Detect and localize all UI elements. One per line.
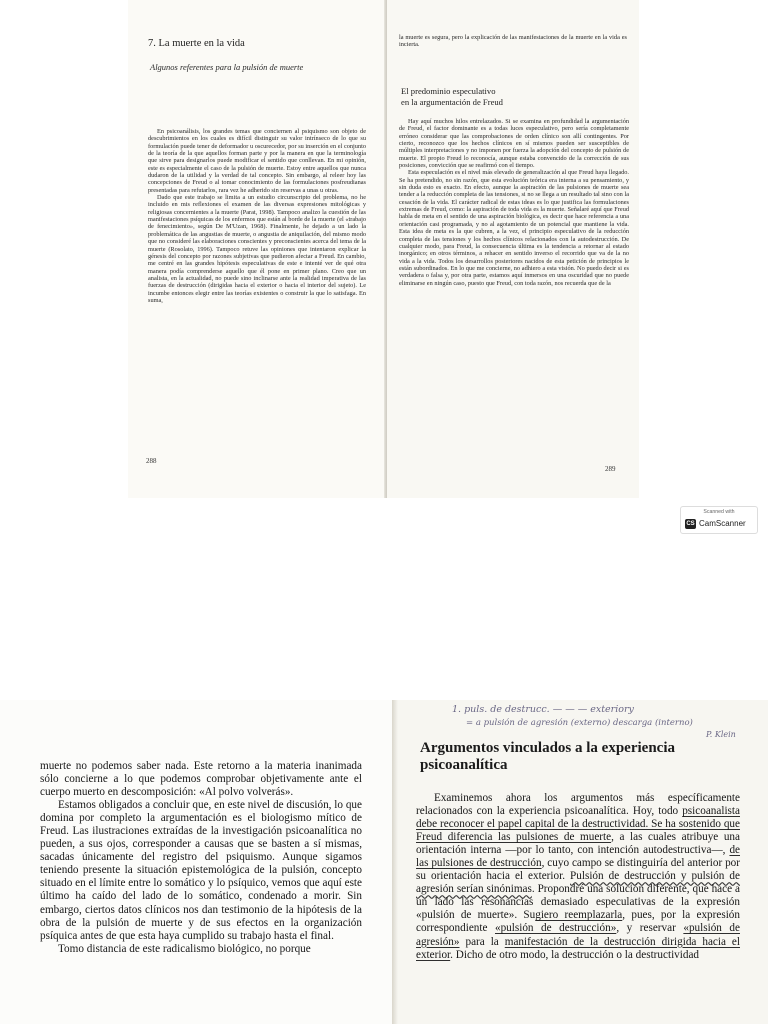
left-page [128, 0, 386, 498]
underlined-text: Pulsión de destrucción y pulsión de agresión serían sinónimas [416, 870, 740, 896]
photo-right-body [416, 792, 740, 1024]
photographed-pages [0, 700, 768, 1024]
continued-text: la muerte es segura, pero la explicación de las manifestaciones de la muerte en la vida es incierta. [399, 34, 627, 49]
scanned-book-spread [0, 0, 768, 498]
handwritten-margin-note: P. Klein [706, 730, 736, 739]
handwritten-note: = a pulsión de agresión (externo) descarga (interno) [466, 718, 693, 728]
text-segment: para la [459, 935, 505, 948]
text-segment: , cuyo campo se distinguiría del anterior por su orientación hacia el exterior. [416, 857, 740, 883]
camscanner-logo-icon: CS [686, 521, 695, 527]
left-page-body [148, 128, 366, 454]
underlined-text: giero reemplazarla [535, 909, 623, 922]
section-heading-line: Argumentos vinculados a la experiencia [420, 740, 675, 756]
paragraph: muerte no podemos saber nada. Este retorno a la materia inanimada sólo concierne a lo que podemos comprobar objetivamente ante el cuerpo muerto en descomposición: «Al polvo volverás». [40, 760, 362, 799]
paragraph: Esta especulación es el nivel más elevado de generalización al que Freud haya llegado. Se ha pretendido, no sin razón, que esta evolución teórica era interna a su pensamiento, y sin duda esto es exacto. En efecto, aunque la aspiración de las pulsiones de muerte sea tender a la reducción completa de las tensiones, si no se llega a un resultado tal sino con la cesación de la vida. El carácter radical de estas ideas es lo que justifica las formulaciones extremas de Freud, como: la aspiración de toda vida es la muerte. Señalaré aquí que Freud habla de meta en el sentido de una aspiración biológica, es decir que hace referencia a una orientación casi programada, y no al agotamiento de un potencial que mantiene la vida. Esta idea de meta es la que cubren, a la vez, el principio especulativo de la reducción completa de las tensiones y los hechos clínicos relacionados con la autodestrucción. De cualquier modo, para Freud, la consecuencia última es la tendencia a retornar al estado inorgánico; en otros términos, a rehacer en sentido inverso el recorrido que va de la no vida a la vida. Todos los desarrollos posteriores nacidos de esta petición de principios le están subordinados. En lo que me concierne, no adhiero a esta visión. No puedo decir si es verdadera o falsa y, por otra parte, estamos aquí inmersos en una oscuridad que no puede eliminarse en ningún caso, puesto que Freud, con toda razón, nos recuerda que de la [399, 169, 629, 287]
section-heading [420, 740, 675, 774]
text-segment: , a las cuales atribuye una orientación interna —por lo tanto, con intención autodestructiva—, [416, 831, 740, 857]
underlined-text: manifestación de la destrucción dirigida hacia el exterior [416, 935, 740, 961]
chapter-subtitle: Algunos referentes para la pulsión de muerte [150, 62, 304, 72]
section-heading-line: en la argumentación de Freud [401, 97, 503, 107]
photo-left-page [0, 700, 392, 1024]
underlined-text: «pulsión de agresión» [416, 922, 740, 948]
paragraph [416, 792, 740, 962]
page-number: 289 [605, 465, 616, 473]
text-segment: . Propondré una solución diferente, que hace a un lado las resonancias demasiado especulativas de la expresión «pulsión de muerte». Su [416, 883, 740, 922]
paragraph: Dado que este trabajo se limita a un estudio circunscripto del problema, no he incluido en mis reflexiones el examen de las diversas expresiones mitológicas y religiosas concernientes a la muerte (Parat, 1998). Tampoco analizo la cuestión de las manifestaciones psíquicas de los enfermos que están al borde de la muerte (el «trabajo de fenecimiento», según De M'Uzan, 1968). Finalmente, he dejado a un lado la problemática de las angustias de muerte, o angustia de aniquilación, del mismo modo que no consideré las elaboraciones conscientes y preconscientes acerca del tema de la muerte (Rosolato, 1996). Tampoco retuve las opiniones que intentaron explicar la génesis del concepto por razones subjetivas que pudieron afectar a Freud. En cambio, me centré en las grandes hipótesis especulativas de este e intenté ver de qué otra manera podía comprenderse aquello que él pone en primer plano. Creo que un analista, en la actualidad, no puede sino inclinarse ante la realidad imperativa de las fuerzas de destrucción (dirigidas hacia el exterior o hacia el interior del sujeto). Le incumbe entonces elegir entre las teorías existentes o construir la que lo satisfaga. En suma, [148, 194, 366, 304]
chapter-title: 7. La muerte en la vida [148, 38, 245, 49]
photo-left-body [40, 760, 362, 1024]
camscanner-badge [680, 506, 758, 534]
text-segment: Examinemos ahora los argumentos más específicamente relacionados con la experiencia psicoanalítica. Hoy, todo [416, 792, 740, 818]
paragraph: Estamos obligados a concluir que, en este nivel de discusión, lo que domina por completo la argumentación es el biologismo mítico de Freud. Las ilustraciones extraídas de la investigación psicoanalítica no pueden, a sus ojos, corresponder a causas que se basten a sí mismas, sacadas únicamente del registro del psiquismo. Aunque sigamos teniendo presente la situación epistemológica de la pulsión, concepto situado en el límite entre lo somático y lo psíquico, vemos que aquí este último ha caído del lado de lo somático, condenado a morir. Sin embargo, ciertos datos clínicos nos dan testimonio de la hipótesis de la obra de la pulsión de muerte y de sus efectos en la organización psíquica antes de que esta haya cumplido su trabajo hasta el final. [40, 799, 362, 942]
underlined-text: de las pulsiones de destrucción [416, 844, 740, 870]
text-segment: , pues, por la expresión correspondiente [416, 909, 740, 935]
text-segment: . Dicho de otro modo, la destrucción o la destructividad [450, 948, 700, 961]
right-page-body [399, 118, 629, 460]
paragraph: Hay aquí muchos hilos entrelazados. Si se examina en profundidad la argumentación de Freud, el factor dominante es a todas luces especulativo, pero sería completamente erróneo considerar que las comprobaciones de orden clínico son allí contingentes. Por cierto, reconozco que los hechos clínicos en sí mismos pueden ser susceptibles de múltiples interpretaciones y no imponen por fuerza la adopción del concepto de pulsión de muerte. El propio Freud lo reconocía, aunque estaba convencido de la corrección de sus posiciones, convicción que se reafirmó con el tiempo. [399, 118, 629, 170]
section-heading-line: psicoanalítica [420, 757, 508, 773]
section-heading [401, 86, 503, 108]
paragraph: Tomo distancia de este radicalismo biológico, no porque [58, 942, 311, 955]
section-heading-line: El predominio especulativo [401, 86, 496, 96]
badge-caption: Scanned with [703, 509, 735, 515]
underlined-text: «pulsión de destrucción» [494, 922, 617, 935]
handwritten-note: 1. puls. de destrucc. — — — exteriory [452, 704, 634, 715]
badge-name: CamScanner [699, 519, 746, 528]
photo-right-page [392, 700, 768, 1024]
text-segment: , y reservar [616, 922, 684, 935]
page-number: 288 [146, 457, 157, 465]
right-page [387, 0, 639, 498]
paragraph: En psicoanálisis, los grandes temas que conciernen al psiquismo son objeto de descubrimientos en los cuales es difícil distinguir su valor intrínseco de lo que su formulación puede tener de deformador u oscurecedor, por su inserción en el conjunto de la teoría de la que aquellos forman parte y por la manera en que la terminología que sirve para designarlos puede modificar el sentido que conllevan. En mi opinión, este es especialmente el caso de la pulsión de muerte. Estoy entre aquellos que nunca dudaron de la utilidad y la verdad de tal concepto. Sin embargo, al releer hoy las concepciones de Freud o al tomar conocimiento de las formulaciones posfreudianas presentadas para refutarlos, rara vez he adherido sin reservas a unas u otras. [148, 128, 366, 194]
underlined-text: psicoanalista debe reconocer el papel capital de la destructividad. Se ha sostenido que Freud diferencia las pulsiones de muerte [416, 805, 740, 844]
